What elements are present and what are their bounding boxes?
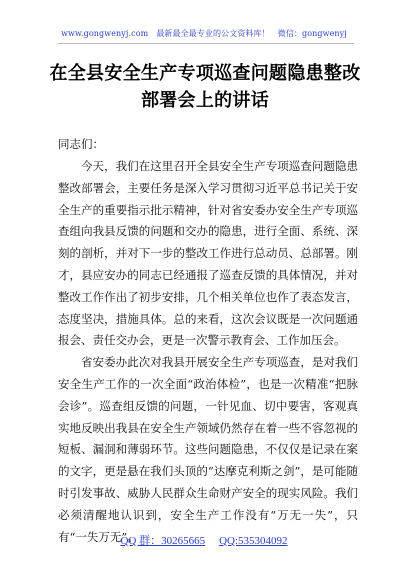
wechat-id: 微信：gongwenyj bbox=[277, 29, 347, 38]
qq-group-link[interactable]: QQ 群：30265665 bbox=[120, 535, 206, 547]
header-divider bbox=[58, 43, 354, 44]
body-paragraph: 省安委办此次对我县开展安全生产专项巡查，是对我们安全生产工作的一次全面“政治体检”，也是一次精准“把脉会诊”。巡查组反馈的问题，一针见血、切中要害，客观真实地反映出我县在安全生产领域仍然存在着一些不容忽视的短板、漏洞和薄弱环节。这些问题隐患，不仅仅是记录在案的文字，更是悬在我们头顶的“达摩克利斯之剑”，是可能随时引发事故、威胁人民群众生命财产安全的现实风险。我们必须清醒地认识到，安全生产工作没有“万无一失”，只有“一失万无”。 bbox=[58, 355, 358, 544]
page-footer bbox=[0, 532, 408, 548]
page-header bbox=[0, 28, 408, 39]
site-slogan: 最新最全最专业的公文资料库！ bbox=[156, 29, 270, 38]
document-body bbox=[58, 156, 358, 548]
site-link[interactable]: www.gongwenyj.com bbox=[61, 29, 149, 38]
qq-link[interactable]: QQ:535304092 bbox=[219, 535, 288, 547]
salutation: 同志们： bbox=[58, 137, 104, 151]
document-title: 在全县安全生产专项巡查问题隐患整改部署会上的讲话 bbox=[49, 63, 361, 111]
body-paragraph: 今天，我们在这里召开全县安全生产专项巡查问题隐患整改部署会，主要任务是深入学习贯彻习近平总书记关于安全生产的重要指示批示精神，针对省安委办安全生产专项巡查组向我县反馈的问题和交办的隐患，进行全面、系统、深刻的剖析，并对下一步的整改工作进行总动员、总部署。刚才，县应安办的同志已经通报了巡查反馈的具体情况，并对整改工作作出了初步安排，几个相关单位也作了表态发言，态度坚决，措施具体。总的来看，这次会议既是一次问题通报会、责任交办会，更是一次警示教育会、工作加压会。 bbox=[58, 159, 358, 348]
